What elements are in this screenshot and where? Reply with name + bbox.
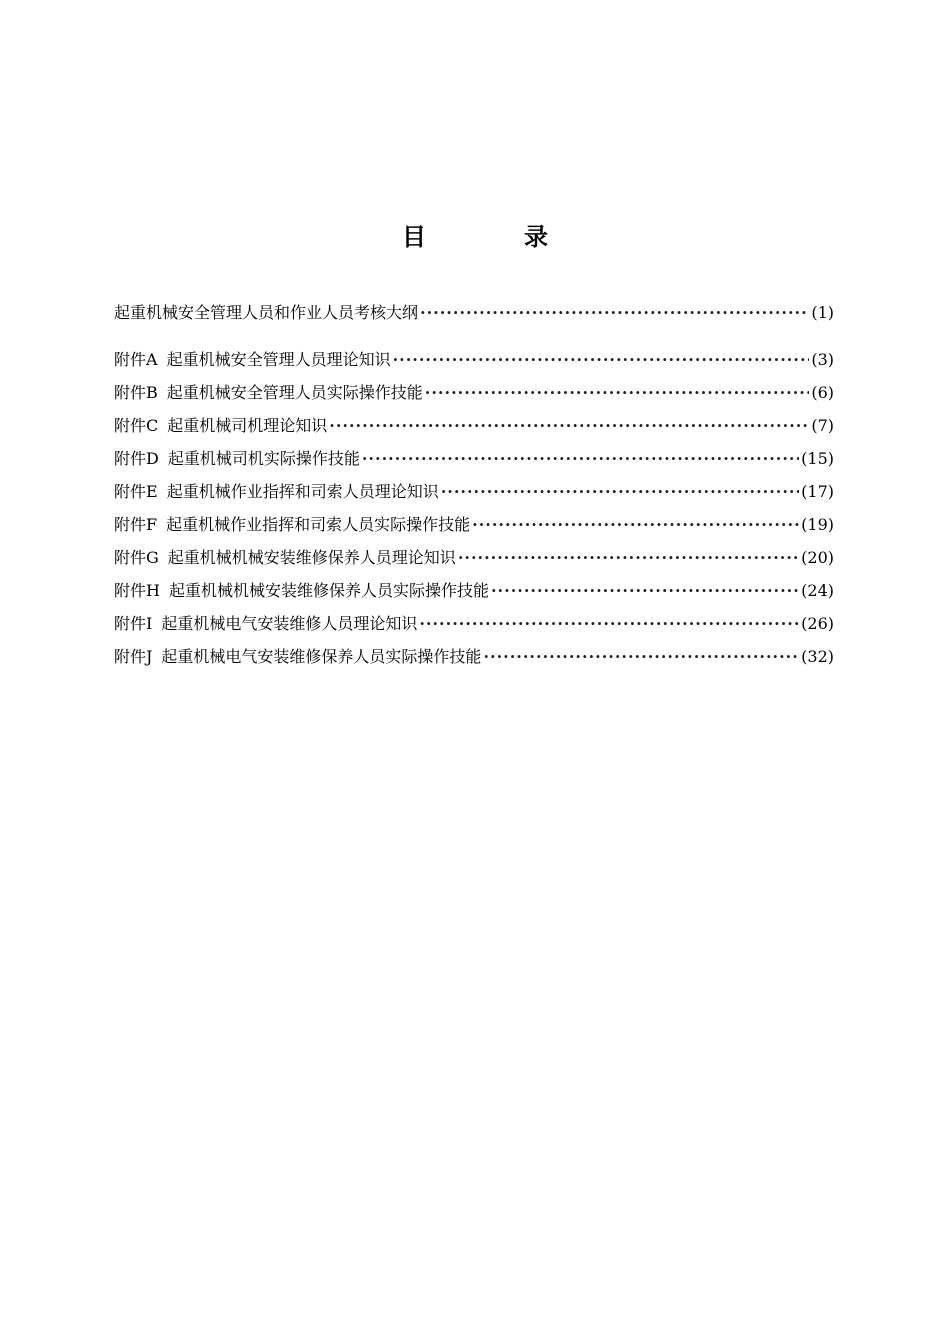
toc-entry-prefix: 附件H (114, 581, 160, 600)
toc-entry[interactable] (114, 380, 834, 413)
toc-entry-page-number: (7) (811, 416, 834, 435)
toc-entry-title: 起重机械电气安装维修保养人员实际操作技能 (161, 647, 482, 666)
toc-entry-page-number: (24) (801, 581, 834, 600)
toc-entry[interactable] (114, 545, 834, 578)
toc-entry-title: 起重机械司机实际操作技能 (167, 449, 360, 468)
toc-entry-prefix: 附件D (114, 449, 159, 468)
toc-entry-label (114, 479, 439, 504)
toc-entry-title: 起重机械作业指挥和司索人员实际操作技能 (166, 515, 471, 534)
toc-entry-page-number: (3) (811, 350, 834, 369)
toc-dot-leader (425, 380, 810, 405)
toc-entry[interactable] (114, 479, 834, 512)
toc-entry[interactable] (114, 347, 834, 380)
toc-dot-leader (420, 300, 809, 325)
toc-entry-label (114, 611, 417, 636)
toc-entry[interactable] (114, 644, 834, 677)
toc-dot-leader (393, 347, 810, 372)
toc-entry-prefix: 附件E (114, 482, 158, 501)
toc-dot-leader (472, 512, 799, 537)
toc-entry-label (114, 545, 456, 570)
toc-entry-prefix: 附件F (114, 515, 158, 534)
toc-entry-label (114, 380, 423, 405)
toc-entry[interactable] (114, 300, 834, 347)
toc-entry-title: 起重机械安全管理人员理论知识 (166, 350, 391, 369)
toc-entry-title: 起重机械作业指挥和司索人员理论知识 (166, 482, 439, 501)
toc-dot-leader (362, 446, 799, 471)
toc-entry[interactable] (114, 611, 834, 644)
toc-entry-page-number: (6) (811, 383, 834, 402)
toc-dot-leader (483, 644, 799, 669)
toc-entry-page-number: (17) (801, 482, 834, 501)
toc-entry-page-number: (26) (801, 614, 834, 633)
toc-entry-page-number: (19) (801, 515, 834, 534)
toc-entry[interactable] (114, 446, 834, 479)
toc-dot-leader (491, 578, 799, 603)
toc-dot-leader (441, 479, 799, 504)
toc-entry-prefix: 附件C (114, 416, 159, 435)
toc-entry[interactable] (114, 413, 834, 446)
toc-entry-title: 起重机械机械安装维修保养人员理论知识 (167, 548, 456, 567)
toc-entry-title: 起重机械安全管理人员和作业人员考核大纲 (114, 303, 419, 322)
toc-entry-label (114, 512, 470, 537)
toc-entry-title: 起重机械电气安装维修人员理论知识 (161, 614, 418, 633)
toc-entry-prefix: 附件J (114, 647, 153, 666)
toc-dot-leader (419, 611, 799, 636)
toc-entry-label (114, 644, 481, 669)
toc-entry-label (114, 578, 489, 603)
toc-entry-label (114, 413, 327, 438)
toc-entry-page-number: (20) (801, 548, 834, 567)
toc-entry-label (114, 300, 418, 325)
toc-entry-prefix: 附件I (114, 614, 153, 633)
toc-entry-prefix: 附件A (114, 350, 158, 369)
toc-entry-label (114, 347, 391, 372)
toc-entry-page-number: (15) (801, 449, 834, 468)
toc-entry[interactable] (114, 578, 834, 611)
toc-entry-page-number: (32) (801, 647, 834, 666)
toc-entry-title: 起重机械司机理论知识 (167, 416, 328, 435)
toc-entry-title: 起重机械机械安装维修保养人员实际操作技能 (168, 581, 489, 600)
toc-list (114, 300, 834, 677)
toc-entry-page-number: (1) (811, 303, 834, 322)
toc-entry-title: 起重机械安全管理人员实际操作技能 (166, 383, 423, 402)
toc-dot-leader (329, 413, 809, 438)
toc-dot-leader (458, 545, 799, 570)
toc-entry-label (114, 446, 360, 471)
toc-title: 目录 (402, 223, 646, 251)
toc-entry[interactable] (114, 512, 834, 545)
toc-entry-prefix: 附件B (114, 383, 158, 402)
toc-entry-prefix: 附件G (114, 548, 159, 567)
